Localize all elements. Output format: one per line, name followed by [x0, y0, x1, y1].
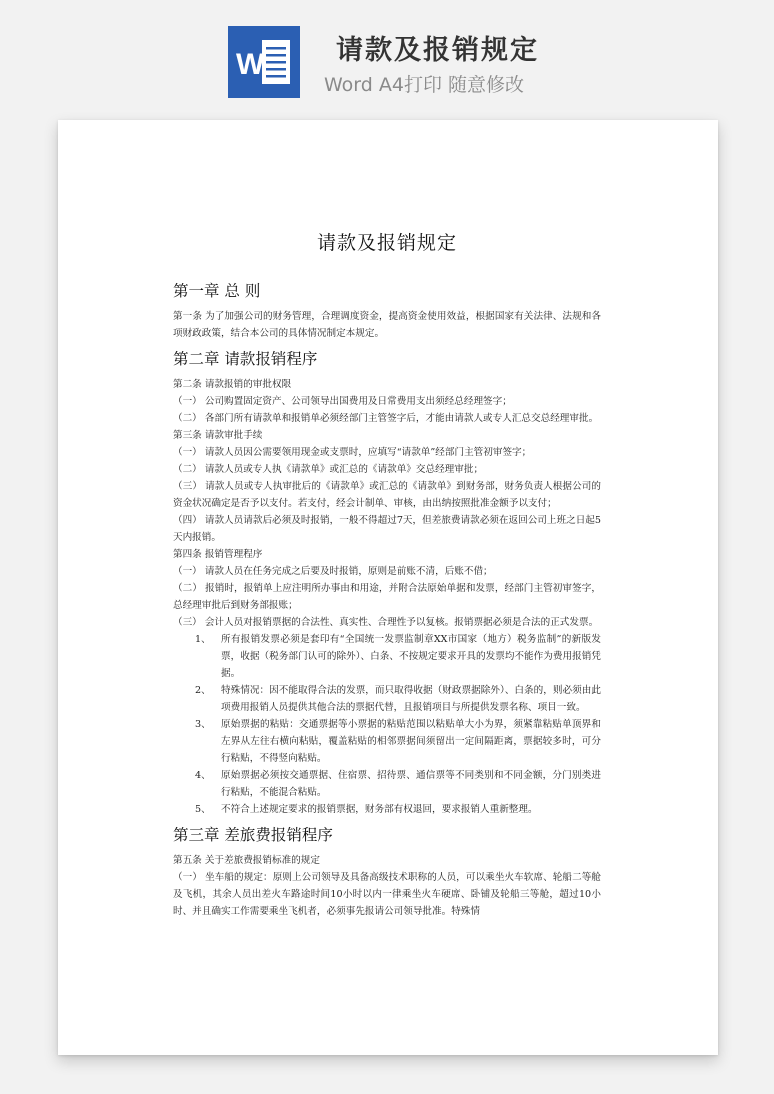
list-item-text: 不符合上述规定要求的报销票据，财务部有权退回，要求报销人重新整理。	[221, 804, 538, 815]
list-item-number: 2、	[195, 685, 211, 696]
document-title: 请款及报销规定	[316, 232, 457, 254]
article-3-item: （四） 请款人员请款后必须及时报销，一般不得超过7天，但差旅费请款必须在返回公司上班之日起5天内报销。	[173, 515, 601, 543]
list-item	[195, 801, 601, 818]
list-item-text: 所有报销发票必须是套印有“全国统一发票监制章XX市国家（地方）税务监制”的新版发票，收据（税务部门认可的除外）、白条、不按规定要求开具的发票均不能作为费用报销凭据。	[221, 634, 601, 679]
article-5-item: （一） 坐车船的规定：原则上公司领导及具备高级技术职称的人员，可以乘坐火车软席、轮船二等舱及飞机，其余人员出差火车路途时间10小时以内一律乘坐火车硬席、卧铺及轮船三等舱，超过10小时、并且确实工作需要乘坐飞机者，必须事先报请公司领导批准。特殊情	[173, 872, 601, 917]
article-5-heading: 第五条 关于差旅费报销标准的规定	[173, 855, 320, 866]
list-item-text: 原始票据必须按交通票据、住宿票、招待票、通信票等不同类别和不同金额，分门别类进行粘贴，不能混合粘贴。	[221, 770, 601, 798]
banner-subtitle: Word A4打印 随意修改	[324, 74, 525, 96]
word-logo-letter: W	[236, 48, 265, 81]
banner-title: 请款及报销规定	[336, 35, 539, 66]
document-body	[173, 280, 601, 920]
list-item-number: 1、	[195, 634, 211, 645]
chapter-2-heading: 第二章 请款报销程序	[173, 350, 318, 368]
word-logo-icon	[228, 26, 300, 98]
article-4-item: （二） 报销时，报销单上应注明所办事由和用途，并附合法原始单据和发票，经部门主管初审签字，总经理审批后到财务部报账；	[173, 583, 601, 611]
document-page	[58, 120, 718, 1055]
list-item-number: 3、	[195, 719, 211, 730]
list-item	[195, 767, 601, 801]
article-2-heading: 第二条 请款报销的审批权限	[173, 379, 292, 390]
chapter-1-heading: 第一章 总 则	[173, 282, 261, 300]
list-item-number: 5、	[195, 804, 211, 815]
receipt-rules-list	[173, 631, 601, 818]
article-3-item: （三） 请款人员或专人执审批后的《请款单》或汇总的《请款单》到财务部，财务负责人根据公司的资金状况确定是否予以支付。若支付，经会计制单、审核，由出纳按照批准金额予以支付；	[173, 481, 601, 509]
list-item	[195, 716, 601, 767]
article-1: 第一条 为了加强公司的财务管理，合理调度资金，提高资金使用效益，根据国家有关法律、法规和各项财政政策，结合本公司的具体情况制定本规定。	[173, 311, 601, 339]
article-4-heading: 第四条 报销管理程序	[173, 549, 263, 560]
list-item-number: 4、	[195, 770, 211, 781]
article-4-item: （一） 请款人员在任务完成之后要及时报销，原则是前账不清，后账不借；	[173, 566, 493, 577]
list-item-text: 原始票据的粘贴：交通票据等小票据的粘贴范围以粘贴单大小为界，须紧靠粘贴单顶界和左界从左往右横向粘贴，覆盖粘贴的相邻票据间须留出一定间隔距离，票据较多时，可分行粘贴，不得竖向粘贴。	[221, 719, 601, 764]
template-banner	[0, 0, 774, 118]
article-3-item: （一） 请款人员因公需要领用现金或支票时，应填写“请款单”经部门主管初审签字；	[173, 447, 532, 458]
article-2-item: （一） 公司购置固定资产、公司领导出国费用及日常费用支出须经总经理签字；	[173, 396, 512, 407]
list-item	[195, 631, 601, 682]
article-3-item: （二） 请款人员或专人执《请款单》或汇总的《请款单》交总经理审批；	[173, 464, 484, 475]
list-item-text: 特殊情况：因不能取得合法的发票，而只取得收据（财政票据除外）、白条的，则必须由此项费用报销人员提供其他合法的票据代替，且报销项目与所提供发票名称、项目一致。	[221, 685, 601, 713]
article-4-item: （三） 会计人员对报销票据的合法性、真实性、合理性予以复核。报销票据必须是合法的正式发票。	[173, 617, 599, 628]
list-item	[195, 682, 601, 716]
chapter-3-heading: 第三章 差旅费报销程序	[173, 826, 333, 844]
article-2-item: （二） 各部门所有请款单和报销单必须经部门主管签字后，才能由请款人或专人汇总交总经理审批。	[173, 413, 599, 424]
article-3-heading: 第三条 请款审批手续	[173, 430, 263, 441]
